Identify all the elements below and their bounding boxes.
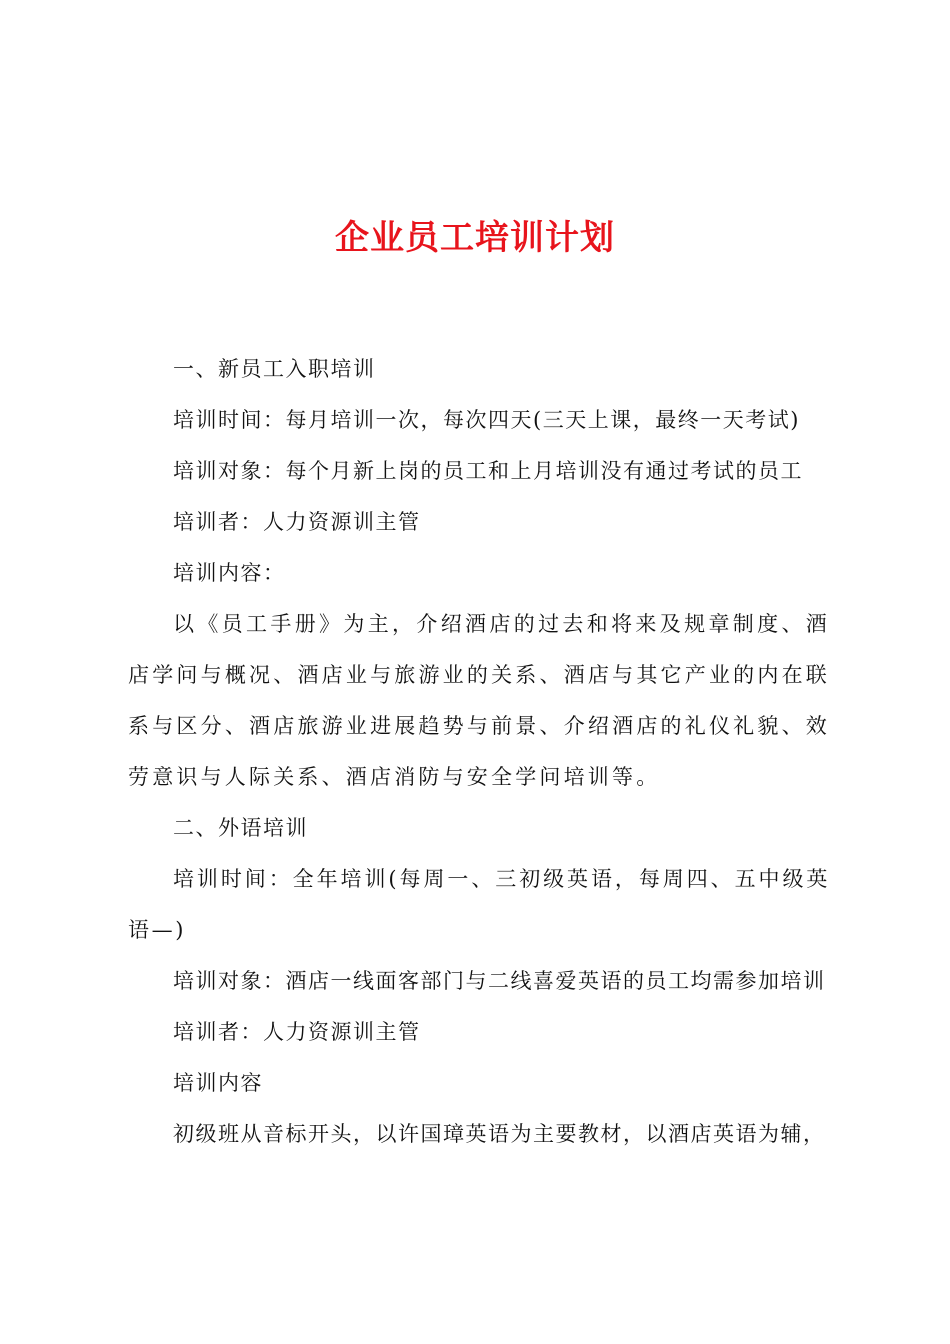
document-body: [128, 344, 830, 1160]
section2-target: 培训对象：酒店一线面客部门与二线喜爱英语的员工均需参加培训: [173, 969, 826, 993]
section1-trainer: 培训者：人力资源训主管: [173, 510, 421, 534]
section2-time: 培训时间：全年培训(每周一、三初级英语，每周四、五中级英语—): [128, 867, 830, 942]
section1-content-body: 以《员工手册》为主，介绍酒店的过去和将来及规章制度、酒店学问与概况、酒店业与旅游业的关系、酒店与其它产业的内在联系与区分、酒店旅游业进展趋势与前景、介绍酒店的礼仪礼貌、效劳意识与人际关系、酒店消防与安全学问培训等。: [128, 612, 830, 789]
section1-target: 培训对象：每个月新上岗的员工和上月培训没有通过考试的员工: [173, 459, 803, 483]
section2-heading: 二、外语培训: [173, 816, 308, 840]
section1-time: 培训时间：每月培训一次，每次四天(三天上课，最终一天考试): [173, 408, 800, 432]
document-title: 企业员工培训计划: [335, 218, 615, 258]
section2-content-label: 培训内容: [173, 1071, 263, 1095]
section2-trainer: 培训者：人力资源训主管: [173, 1020, 421, 1044]
section2-content-body: 初级班从音标开头，以许国璋英语为主要教材，以酒店英语为辅，: [173, 1122, 826, 1146]
section1-content-label: 培训内容：: [173, 561, 286, 585]
section1-heading: 一、新员工入职培训: [173, 357, 376, 381]
